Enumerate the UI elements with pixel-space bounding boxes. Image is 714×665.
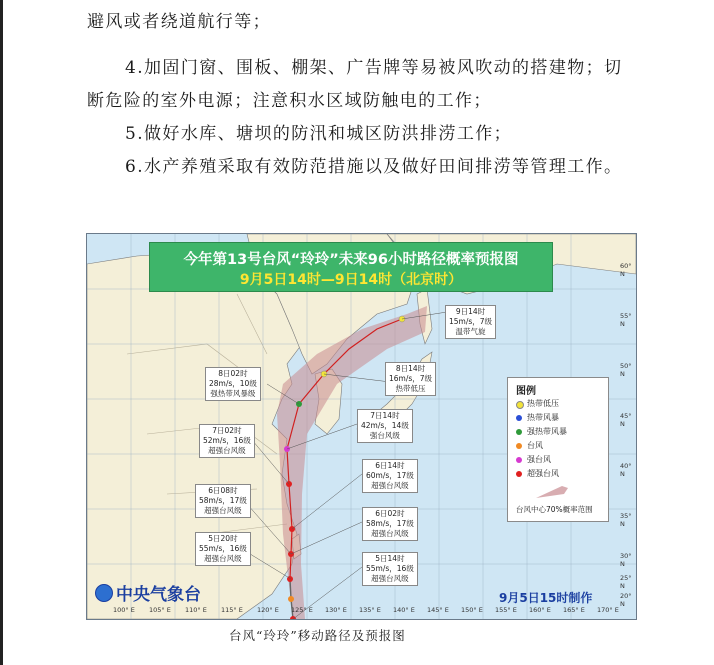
lon-tick: 160° E [529, 606, 551, 614]
paragraph-line-2: 4.加固门窗、围板、棚架、广告牌等易被风吹动的搭建物；切 [125, 58, 623, 78]
lon-tick: 135° E [359, 606, 381, 614]
lon-tick: 110° E [185, 606, 207, 614]
lon-tick: 140° E [393, 606, 415, 614]
legend-title: 图例 [516, 386, 536, 397]
lat-tick: 45° N [620, 412, 632, 428]
agency-name: 中央气象台 [116, 585, 201, 605]
agency-logo-icon [95, 584, 113, 602]
point-5d20 [288, 596, 294, 602]
paragraph-line-4: 5.做好水库、塘坝的防汛和城区防洪排涝工作； [125, 124, 513, 144]
lat-tick: 50° N [620, 362, 632, 378]
lon-tick: 170° E [597, 606, 619, 614]
paragraph-line-1: 避风或者绕道航行等； [87, 12, 271, 32]
agency-mark [95, 580, 201, 605]
map-title: 今年第13号台风“玲玲”未来96小时路径概率预报图 [183, 252, 519, 268]
lat-tick: 30° N [620, 552, 632, 568]
lat-tick: 55° N [620, 312, 632, 328]
lat-tick: 20° N [620, 592, 632, 608]
lon-tick: 145° E [427, 606, 449, 614]
map-subtitle: 9月5日14时—9日14时（北京时） [239, 272, 463, 288]
legend-probability-label: 台风中心70%概率范围 [516, 505, 593, 514]
track-label: 6日08时 58m/s，17级 超强台风级 [195, 484, 251, 518]
lon-tick: 105° E [149, 606, 171, 614]
track-label: 8日14时 16m/s，7级 热带低压 [385, 362, 436, 396]
lon-tick: 120° E [257, 606, 279, 614]
lat-tick: 60° N [620, 262, 632, 278]
lon-tick: 165° E [563, 606, 585, 614]
lon-tick: 150° E [461, 606, 483, 614]
made-time: 9月5日15时制作 [499, 591, 593, 605]
page-left-border [0, 0, 3, 665]
track-label: 9日14时 15m/s，7级 温带气旋 [445, 305, 496, 339]
lon-tick: 130° E [325, 606, 347, 614]
paragraph-line-3: 断危险的室外电源；注意积水区域防触电的工作； [87, 91, 492, 111]
lat-tick: 35° N [620, 512, 632, 528]
track-label: 6日14时 60m/s，17级 超强台风级 [362, 459, 418, 493]
lat-tick: 40° N [620, 462, 632, 478]
legend-cone-swatch [532, 482, 572, 502]
map-title-box [149, 242, 553, 292]
track-label: 5日14时 55m/s，16级 超强台风级 [362, 552, 418, 586]
lon-tick: 155° E [495, 606, 517, 614]
lat-tick: 25° N [620, 574, 632, 590]
typhoon-forecast-map [86, 233, 637, 620]
figure-caption: 台风“玲玲”移动路径及预报图 [229, 628, 406, 643]
track-label: 7日02时 52m/s，16级 超强台风级 [199, 424, 255, 458]
lon-tick: 125° E [291, 606, 313, 614]
paragraph-line-5: 6.水产养殖采取有效防范措施以及做好田间排涝等管理工作。 [125, 157, 623, 177]
map-legend: 图例 热带低压 热带风暴 强热带风暴 台风 强台风 超强台风 台风中心70%概率范围 [507, 377, 609, 522]
track-label: 7日14时 42m/s，14级 强台风级 [357, 409, 413, 443]
lon-tick: 100° E [113, 606, 135, 614]
track-label: 6日02时 58m/s，17级 超强台风级 [362, 507, 418, 541]
track-label: 8日02时 28m/s，10级 强热带风暴级 [205, 367, 261, 401]
lon-tick: 115° E [221, 606, 243, 614]
track-label: 5日20时 55m/s，16级 超强台风级 [195, 532, 251, 566]
